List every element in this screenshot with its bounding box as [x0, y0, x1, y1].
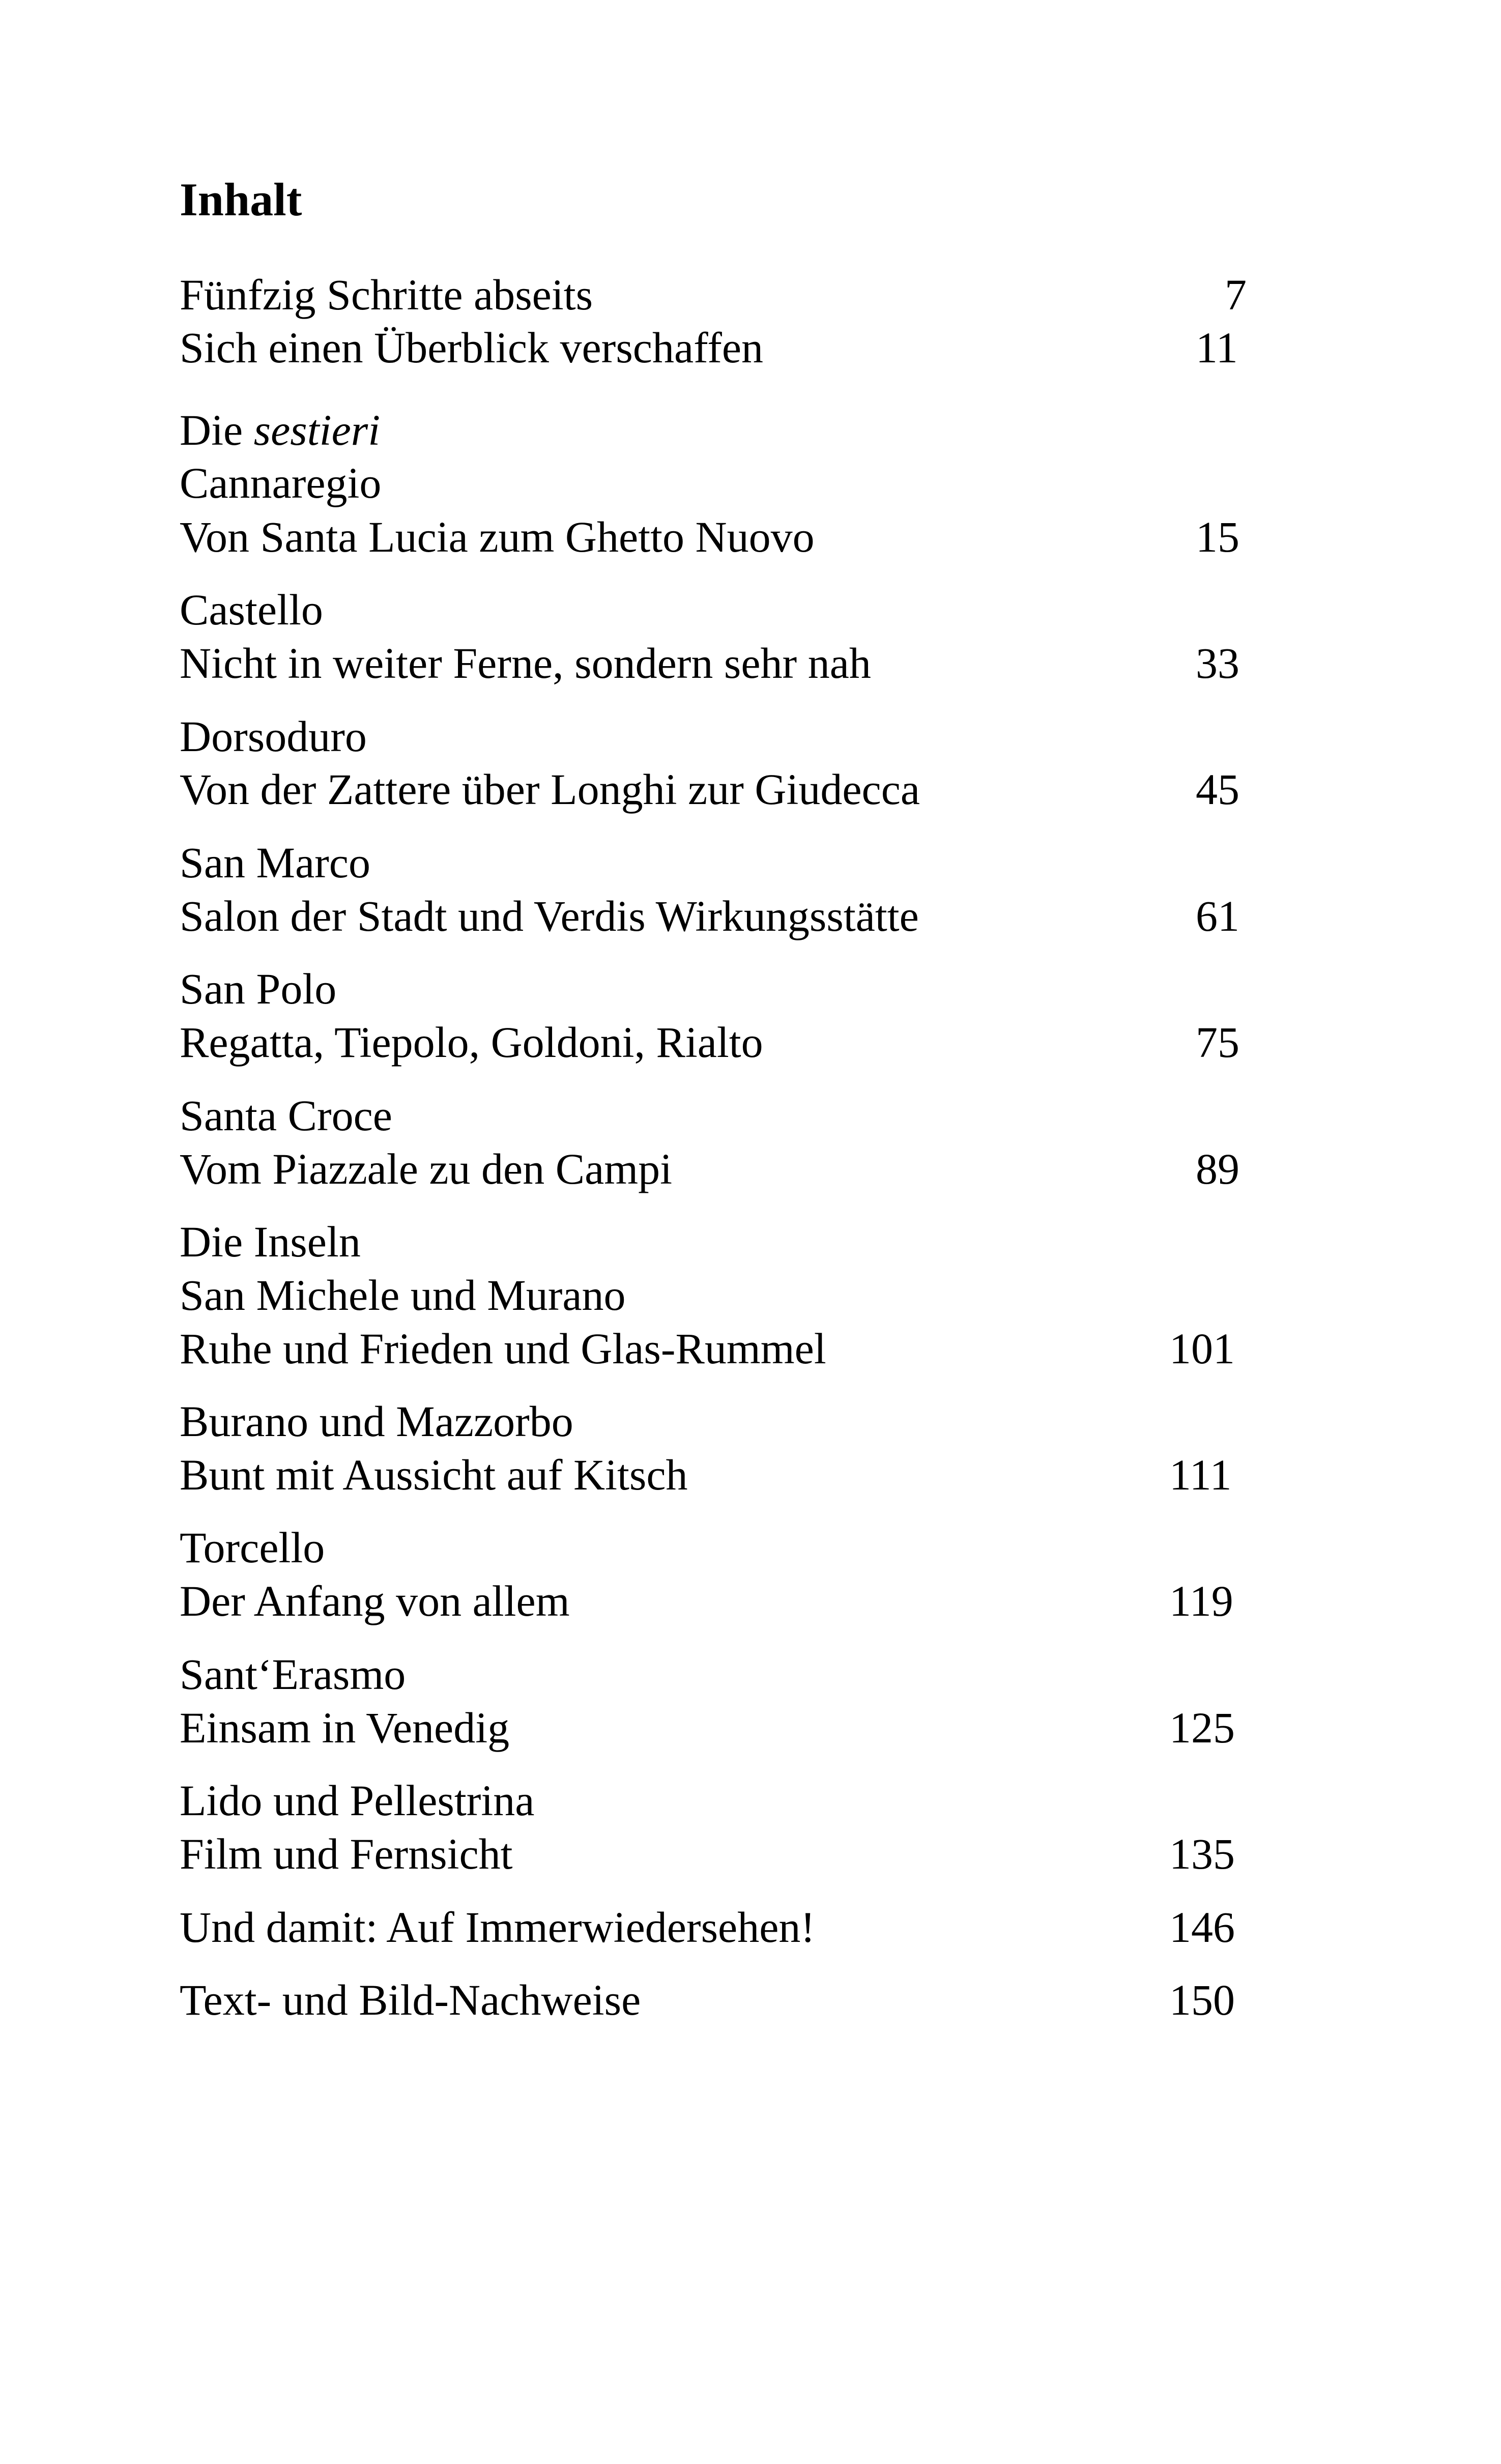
- chapter-subtitle: Von Santa Lucia zum Ghetto Nuovo: [180, 512, 815, 561]
- chapter-subtitle: Von der Zattere über Longhi zur Giudecca: [180, 765, 920, 814]
- chapter-name: Burano und Mazzorbo: [180, 1397, 573, 1446]
- chapter-name: Sant‘Erasmo: [180, 1650, 406, 1699]
- toc-page-number: 135: [1169, 1829, 1235, 1878]
- toc-page-number: 15: [1196, 512, 1239, 561]
- chapter-name: Santa Croce: [180, 1091, 392, 1140]
- page-title: Inhalt: [180, 174, 302, 225]
- chapter-subtitle: Vom Piazzale zu den Campi: [180, 1144, 673, 1193]
- chapter-name: Dorsoduro: [180, 712, 367, 761]
- chapter-subtitle: Salon der Stadt und Verdis Wirkungsstätte: [180, 892, 919, 940]
- chapter-name: San Polo: [180, 964, 337, 1013]
- toc-entry-label: Text- und Bild-Nachweise: [180, 1975, 641, 2024]
- chapter-subtitle: Film und Fernsicht: [180, 1829, 513, 1878]
- toc-page-number: 61: [1196, 892, 1239, 940]
- chapter-subtitle: Ruhe und Frieden und Glas-Rummel: [180, 1324, 826, 1373]
- chapter-subtitle: Bunt mit Aussicht auf Kitsch: [180, 1450, 688, 1499]
- toc-entry-label: Fünfzig Schritte abseits: [180, 270, 593, 319]
- toc-entry-label: Und damit: Auf Immerwiedersehen!: [180, 1903, 816, 1952]
- chapter-name: Torcello: [180, 1523, 325, 1572]
- chapter-name: Lido und Pellestrina: [180, 1776, 535, 1825]
- toc-page-number: 150: [1169, 1975, 1235, 2024]
- toc-page-number: 125: [1169, 1703, 1235, 1752]
- toc-entry-label: Sich einen Überblick verschaffen: [180, 323, 764, 372]
- toc-page-number: 101: [1169, 1324, 1235, 1373]
- toc-page-number: 75: [1196, 1018, 1239, 1067]
- toc-page-number: 45: [1196, 765, 1239, 814]
- chapter-subtitle: Nicht in weiter Ferne, sondern sehr nah: [180, 639, 871, 687]
- chapter-subtitle: Einsam in Venedig: [180, 1703, 510, 1752]
- toc-page-number: 111: [1169, 1450, 1232, 1499]
- toc-page-number: 7: [1225, 270, 1247, 319]
- chapter-subtitle: Regatta, Tiepolo, Goldoni, Rialto: [180, 1018, 763, 1067]
- section-heading: Die Inseln: [180, 1217, 361, 1266]
- chapter-subtitle: Der Anfang von allem: [180, 1577, 570, 1625]
- section-heading-prefix: Die: [180, 406, 254, 454]
- chapter-name: Cannaregio: [180, 459, 382, 507]
- toc-page-number: 11: [1196, 323, 1238, 372]
- toc-page-number: 89: [1196, 1144, 1239, 1193]
- chapter-name: Castello: [180, 585, 323, 634]
- toc-page-number: 146: [1169, 1903, 1235, 1952]
- toc-page-number: 33: [1196, 639, 1239, 687]
- section-heading: [180, 408, 380, 452]
- section-heading-italic: sestieri: [253, 406, 381, 454]
- chapter-name: San Michele und Murano: [180, 1271, 626, 1320]
- toc-page-number: 119: [1169, 1577, 1233, 1625]
- chapter-name: San Marco: [180, 838, 370, 887]
